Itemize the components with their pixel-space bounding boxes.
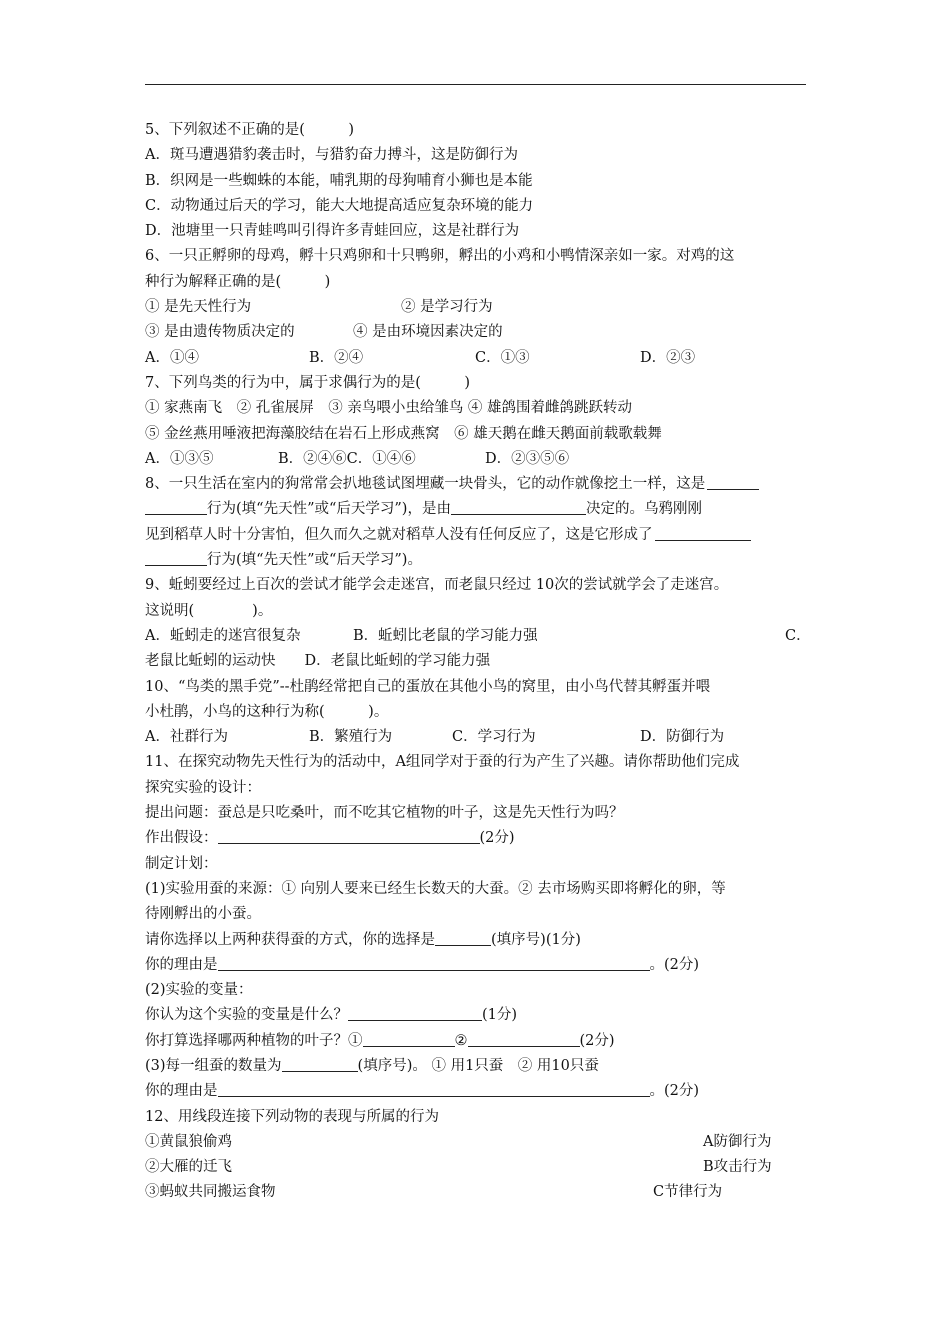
- q11-count: (3)每一组蚕的数量为 (填序号)。 ① 用1只蚕 ② 用10只蚕: [145, 1054, 817, 1079]
- q8-blank-1a[interactable]: [707, 473, 759, 490]
- q12-pair-1: [145, 1130, 817, 1155]
- q11-reason-blank-2[interactable]: [218, 1080, 650, 1097]
- q5-stem: 5、下列叙述不正确的是( ): [145, 122, 355, 138]
- q10-line2: 小杜鹃，小鸟的这种行为称( )。: [145, 703, 389, 720]
- q5-option-c: C．动物通过后天的学习，能大大地提高适应复杂环境的能力: [145, 197, 534, 214]
- q11-question: 提出问题：蚕总是只吃桑叶，而不吃其它植物的叶子，这是先天性行为吗？: [145, 805, 624, 822]
- q6-statements-2: ③ 是由遗传物质决定的 ④ 是由环境因素决定的: [145, 324, 503, 341]
- q12-left-3[interactable]: ③蚂蚁共同搬运食物: [145, 1184, 276, 1201]
- q11-reason-1: 你的理由是 。(2分): [145, 953, 817, 978]
- q12-pair-3: [145, 1180, 817, 1205]
- q6-choices: A．①④ B．②④ C．①③ D．②③: [145, 349, 696, 366]
- q9-options-cd: 老鼠比蚯蚓的运动快 D．老鼠比蚯蚓的学习能力强: [145, 653, 491, 670]
- q7-items-2: ⑤ 金丝燕用唾液把海藻胶结在岩石上形成燕窝 ⑥ 雄天鹅在雌天鹅面前载歌载舞: [145, 425, 662, 442]
- q12-right-3[interactable]: C节律行为: [653, 1184, 723, 1201]
- q5-option-a: A．斑马遭遇猎豹袭击时，与猎豹奋力搏斗，这是防御行为: [145, 147, 518, 164]
- q8-line3: 见到稻草人时十分害怕，但久而久之就对稻草人没有任何反应了，这是它形成了: [145, 523, 817, 548]
- q11-hypothesis: 作出假设： (2分): [145, 826, 817, 851]
- q6-statements-1: ① 是先天性行为 ② 是学习行为: [145, 299, 493, 316]
- q12-right-2[interactable]: B攻击行为: [703, 1159, 772, 1176]
- q11-reason-2: 你的理由是 。(2分): [145, 1079, 817, 1104]
- q11-line2: 探究实验的设计：: [145, 779, 261, 796]
- q7-stem: 7、下列鸟类的行为中，属于求偶行为的是( ): [145, 374, 471, 391]
- q8-line1: 8、一只生活在室内的狗常常会扒地毯试图埋藏一块骨头，它的动作就像挖土一样，这是: [145, 472, 817, 497]
- q8-line4: 行为(填“先天性”或“后天学习”)。: [145, 548, 817, 573]
- q6-stem-line2: 种行为解释正确的是( ): [145, 273, 331, 290]
- q12-stem: 12、用线段连接下列动物的表现与所属的行为: [145, 1108, 439, 1125]
- q5-option-d: D．池塘里一只青蛙鸣叫引得许多青蛙回应，这是社群行为: [145, 223, 520, 240]
- header-rule: [145, 84, 806, 85]
- q8-blank-3b[interactable]: [145, 549, 207, 566]
- q7-choices: A．①③⑤ B．②④⑥C．①④⑥ D．②③⑤⑥: [145, 450, 570, 467]
- q11-variable-title: (2)实验的变量：: [145, 982, 253, 999]
- q5-option-b: B．织网是一些蜘蛛的本能，哺乳期的母狗哺育小狮也是本能: [145, 172, 533, 189]
- q7-items-1: ① 家燕南飞 ② 孔雀展屏 ③ 亲鸟喂小虫给雏鸟 ④ 雄鸽围着雌鸽跳跃转动: [145, 400, 633, 417]
- q11-variable-blank[interactable]: [348, 1004, 482, 1021]
- q9-line2: 这说明( )。: [145, 602, 273, 619]
- q11-leaves: 你打算选择哪两种植物的叶子？① ② (2分): [145, 1029, 817, 1054]
- q11-variable-question: 你认为这个实验的变量是什么？ (1分): [145, 1003, 817, 1028]
- q11-leaf-blank-2[interactable]: [468, 1030, 580, 1047]
- q8-line2: 行为(填“先天性”或“后天学习”)，是由 决定的。乌鸦刚刚: [145, 497, 817, 522]
- q11-hypothesis-blank[interactable]: [218, 827, 480, 844]
- q11-count-blank[interactable]: [282, 1055, 358, 1072]
- q11-choose: 请你选择以上两种获得蚕的方式，你的选择是 (填序号)(1分): [145, 928, 817, 953]
- q11-reason-blank-1[interactable]: [218, 954, 650, 971]
- q12-pair-2: [145, 1155, 817, 1180]
- q12-left-1[interactable]: ①黄鼠狼偷鸡: [145, 1133, 232, 1150]
- q10-choices: A．社群行为 B．繁殖行为 C．学习行为 D．防御行为: [145, 729, 725, 746]
- q11-choose-blank[interactable]: [435, 929, 491, 946]
- q11-source-1: (1)实验用蚕的来源：① 向别人要来已经生长数天的大蚕。② 去市场购买即将孵化的卵，等: [145, 880, 726, 897]
- q11-line1: 11、在探究动物先天性行为的活动中，A组同学对于蚕的行为产生了兴趣。请你帮助他们完成: [145, 754, 740, 771]
- q11-source-2: 待刚孵出的小蚕。: [145, 906, 261, 923]
- q12-right-1[interactable]: A防御行为: [703, 1133, 772, 1150]
- worksheet-content: [145, 118, 817, 1206]
- q10-line1: 10、“鸟类的黑手党”--杜鹃经常把自己的蛋放在其他小鸟的窝里，由小鸟代替其孵蛋并喂: [145, 678, 711, 695]
- q12-left-2[interactable]: ②大雁的迁飞: [145, 1159, 232, 1176]
- q8-blank-1b[interactable]: [145, 498, 207, 515]
- q9-line1: 9、蚯蚓要经过上百次的尝试才能学会走迷宫，而老鼠只经过 10次的尝试就学会了走迷宫。: [145, 577, 729, 594]
- q11-plan: 制定计划：: [145, 855, 218, 872]
- q9-options-ab: A．蚯蚓走的迷宫很复杂 B．蚯蚓比老鼠的学习能力强 C．: [145, 627, 811, 644]
- q8-blank-2[interactable]: [451, 498, 586, 515]
- q8-blank-3a[interactable]: [655, 524, 751, 541]
- q6-stem-line1: 6、一只正孵卵的母鸡，孵十只鸡卵和十只鸭卵，孵出的小鸡和小鸭情深亲如一家。对鸡的这: [145, 248, 735, 265]
- q11-leaf-blank-1[interactable]: [363, 1030, 455, 1047]
